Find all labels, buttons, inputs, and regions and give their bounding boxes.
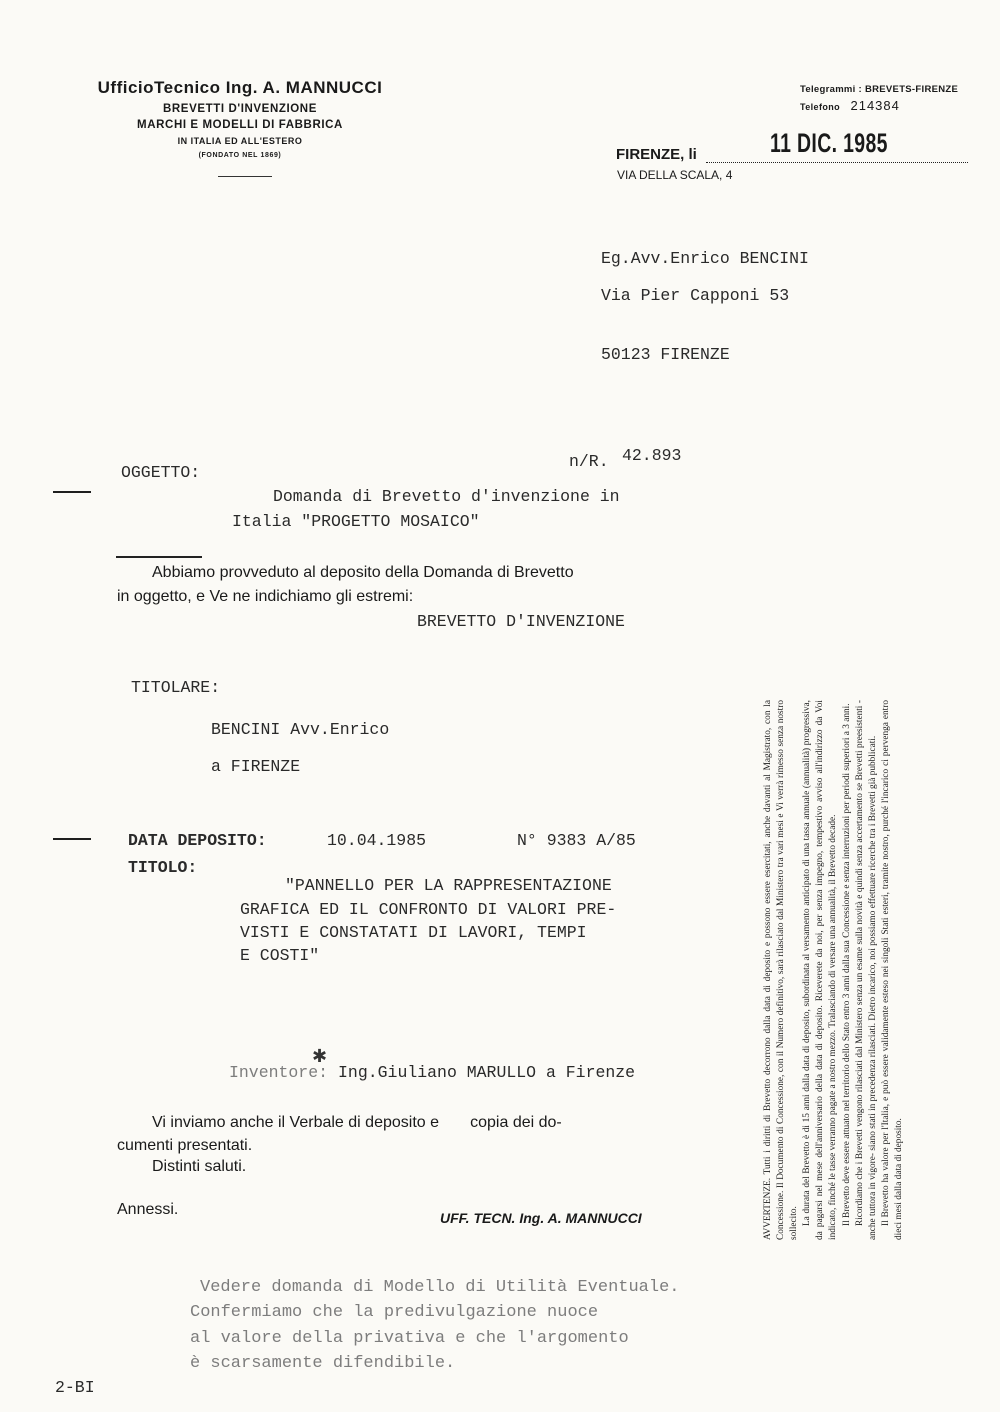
letterhead-line-4: (FONDATO NEL 1869) [198,152,282,159]
warning-sidebar [762,700,906,1240]
inventor-line [229,1063,635,1082]
closing-line-1: Vi inviamo anche il Verbale di deposito e copia dei do- [152,1114,562,1131]
letterhead-company-name [60,78,420,98]
company-name-rest: Tecnico Ing. A. MANNUCCI [154,78,383,97]
inventor-label: Inventore: [229,1063,329,1082]
margin-dash [53,838,91,840]
subject-line-1: Domanda di Brevetto d'invenzione in [273,487,620,506]
warning-paragraph: Il Brevetto deve essere attuato nel territorio dello Stato entro 3 anni dalla sua Concessione e senza interruzioni per periodi superiori a 3 anni. [841,703,852,1226]
telegrams-line: Telegrammi : BREVETS-FIRENZE [800,84,959,95]
holder-label: TITOLARE: [131,678,221,697]
margin-dash [53,491,91,493]
letterhead-rule [218,176,272,177]
annex-label: Annessi. [117,1201,179,1218]
letterhead [60,78,420,159]
letterhead-line-2: MARCHI E MODELLI DI FABBRICA [137,119,343,131]
footer-code: 2-BI [55,1378,95,1397]
note-line-3: al valore della privativa e che l'argomento [190,1329,629,1348]
recipient-name: Eg.Avv.Enrico BENCINI [601,249,809,268]
subject-line-2: Italia "PROGETTO MOSAICO" [232,512,480,531]
closing-line-2: cumenti presentati. [117,1137,253,1154]
note-line-1: Vedere domanda di Modello di Utilità Eventuale. [200,1278,680,1297]
title-label: TITOLO: [128,858,198,877]
subject-label: OGGETTO: [121,463,201,482]
patent-type: BREVETTO D'INVENZIONE [417,612,625,631]
title-line-1: "PANNELLO PER LA RAPPRESENTAZIONE [285,876,612,895]
warning-paragraph: La durata del Brevetto è di 15 anni dalla data di deposito, subordinata al versamento anticipato di una tassa annuale (annualità) progressiva, da pagarsi nel mese dell'anniversario della data di deposito. Riceverete da noi, per senza impegno, tempestivo avviso all'indirizzo da Voi indicato, finché le tasse verranno pagate a nostro mezzo. Tralasciando di versare una annualità, il Brevetto decade. [802,700,839,1240]
letterhead-line-1: BREVETTI D'INVENZIONE [163,103,317,115]
intro-line-2: in oggetto, e Ve ne indichiamo gli estremi: [117,588,414,605]
reference-number: 42.893 [622,446,682,465]
inventor-value: Ing.Giuliano MARULLO a Firenze [338,1063,636,1082]
phone-line [800,97,900,115]
reference-label: n/R. [569,452,609,471]
filing-date: 10.04.1985 [327,831,427,850]
title-line-3: VISTI E CONSTATATI DI LAVORI, TEMPI [240,923,587,942]
signature-line: UFF. TECN. Ing. A. MANNUCCI [440,1210,642,1226]
note-line-4: è scarsamente difendibile. [190,1354,456,1373]
subject-rule [116,556,202,558]
warning-paragraph: Ricordiamo che i Brevetti vengono rilasciati dal Ministero senza un esame sulla novità e quindi senza accertamento se Brevetti preesistenti -anche tuttora in vigore- siano stati in precedenza rilasciati. Dietro incarico, noi possiamo effettuare ricerche tra i Brevetti già pubblicati. [854,700,878,1240]
warning-paragraph: Il Brevetto ha valore per l'Italia, e può essere validamente esteso nei singoli Stati esteri, tramite nostro, purché l'incarico ci pervenga entro dieci mesi dalla data di deposito. [880,700,904,1240]
company-name-prefix: Ufficio [97,78,155,97]
recipient-street: Via Pier Capponi 53 [601,286,790,305]
closing-line-3: Distinti saluti. [152,1158,247,1175]
phone-label: Telefono [800,102,841,112]
holder-city: a FIRENZE [211,757,301,776]
filing-date-label: DATA DEPOSITO: [128,831,267,850]
note-line-2: Confermiamo che la predivulgazione nuoce [190,1303,599,1322]
holder-name: BENCINI Avv.Enrico [211,720,390,739]
filing-number: N° 9383 A/85 [517,831,636,850]
date-underline [706,162,968,163]
address-line: VIA DELLA SCALA, 4 [617,168,733,182]
date-stamp: 11 DIC. 1985 [770,128,888,158]
warning-paragraph: AVVERTENZE. Tutti i diritti di Brevetto decorrono dalla data di deposito e possono essere esercitati, anche davanti al Magistrato, con la Concessione. Il Documento di Concessione, con il Numero definitivo, sarà rilasciato dal Ministero tra vari mesi e Vi verrà rimesso senza nostro sollecito. [763,700,800,1240]
city-label: FIRENZE, li [616,146,697,163]
phone-number: 214384 [850,98,900,113]
letterhead-line-3: IN ITALIA ED ALL'ESTERO [177,136,303,146]
title-line-2: GRAFICA ED IL CONFRONTO DI VALORI PRE- [240,900,617,919]
handwritten-mark: ✱ [312,1046,328,1066]
title-line-4: E COSTI" [240,946,320,965]
recipient-city: 50123 FIRENZE [601,345,730,364]
intro-line-1: Abbiamo provveduto al deposito della Domanda di Brevetto [152,564,574,581]
